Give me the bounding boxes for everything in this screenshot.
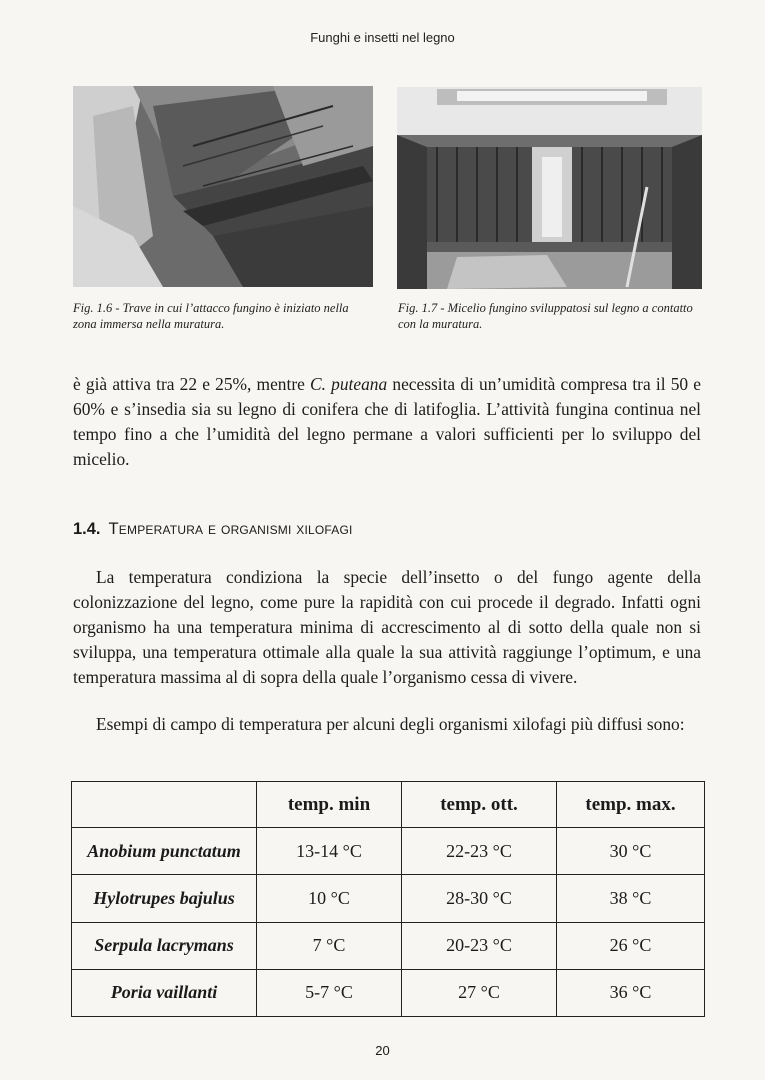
temperature-table xyxy=(71,781,705,1017)
temp-opt-cell: 22-23 °C xyxy=(402,828,557,875)
table-header-opt: temp. ott. xyxy=(402,782,557,828)
species-cell: Serpula lacrymans xyxy=(72,922,257,969)
paragraph-temperature-text: La temperatura condiziona la specie dell’insetto o del fungo agente della colonizzazione del legno, come pure la rapidità con cui procede il degrado. Infatti ogni organismo ha una temperatura minima di accrescimento al di sotto della quale non si sviluppa, una temperatura ottimale alla quale la sua attività raggiunge l’optimum, e una temperatura massima al di sopra della quale l’organismo cessa di vivere. xyxy=(73,567,701,687)
table-header-min: temp. min xyxy=(257,782,402,828)
section-number: 1.4. xyxy=(73,520,101,538)
species-cell: Poria vaillanti xyxy=(72,969,257,1016)
paragraph-humidity-part2: necessita di un’umidità compresa tra il 50 e 60% e s’insedia sia su legno di conifera che di latifoglia. L’attività fungina continua nel tempo fino a che l’umidità del legno permane a valori sufficienti per lo sviluppo del micelio. xyxy=(73,374,702,469)
temp-max-cell: 26 °C xyxy=(557,922,705,969)
species-name-inline: C. puteana xyxy=(310,374,388,394)
temp-min-cell: 5-7 °C xyxy=(257,969,402,1016)
paragraph-humidity-part1: è già attiva tra 22 e 25%, mentre xyxy=(73,374,311,394)
page-number: 20 xyxy=(375,1043,390,1058)
temp-opt-cell: 28-30 °C xyxy=(402,875,557,922)
table-row xyxy=(72,875,705,922)
table-header-row xyxy=(72,782,705,828)
figure-1-6-caption: Fig. 1.6 - Trave in cui l’attacco fungino è iniziato nella zona immersa nella muratura. xyxy=(73,301,349,331)
species-cell: Anobium punctatum xyxy=(72,828,257,875)
temp-opt-cell: 27 °C xyxy=(402,969,557,1016)
figure-1-7-photo xyxy=(397,87,702,289)
section-title: Temperatura e organismi xilofagi xyxy=(108,520,353,538)
table-header-max: temp. max. xyxy=(557,782,705,828)
temp-max-cell: 30 °C xyxy=(557,828,705,875)
paragraph-humidity xyxy=(73,372,701,472)
paragraph-examples-text: Esempi di campo di temperatura per alcuni degli organismi xilofagi più diffusi sono: xyxy=(96,714,685,734)
temp-max-cell: 36 °C xyxy=(557,969,705,1016)
temp-min-cell: 7 °C xyxy=(257,922,402,969)
section-heading xyxy=(73,520,701,539)
table-row xyxy=(72,922,705,969)
table-row xyxy=(72,969,705,1016)
beam-in-masonry-image xyxy=(73,86,373,287)
temp-max-cell: 38 °C xyxy=(557,875,705,922)
mycelium-on-wood-image xyxy=(397,87,702,289)
table-row xyxy=(72,828,705,875)
table-header-blank xyxy=(72,782,257,828)
paragraph-examples xyxy=(73,712,701,737)
temp-min-cell: 10 °C xyxy=(257,875,402,922)
figure-1-7-caption: Fig. 1.7 - Micelio fungino sviluppatosi sul legno a contatto con la muratura. xyxy=(398,301,693,331)
temp-min-cell: 13-14 °C xyxy=(257,828,402,875)
paragraph-temperature xyxy=(73,565,701,690)
species-cell: Hylotrupes bajulus xyxy=(72,875,257,922)
figure-1-6-photo xyxy=(73,86,373,287)
temp-opt-cell: 20-23 °C xyxy=(402,922,557,969)
running-head: Funghi e insetti nel legno xyxy=(310,30,455,45)
